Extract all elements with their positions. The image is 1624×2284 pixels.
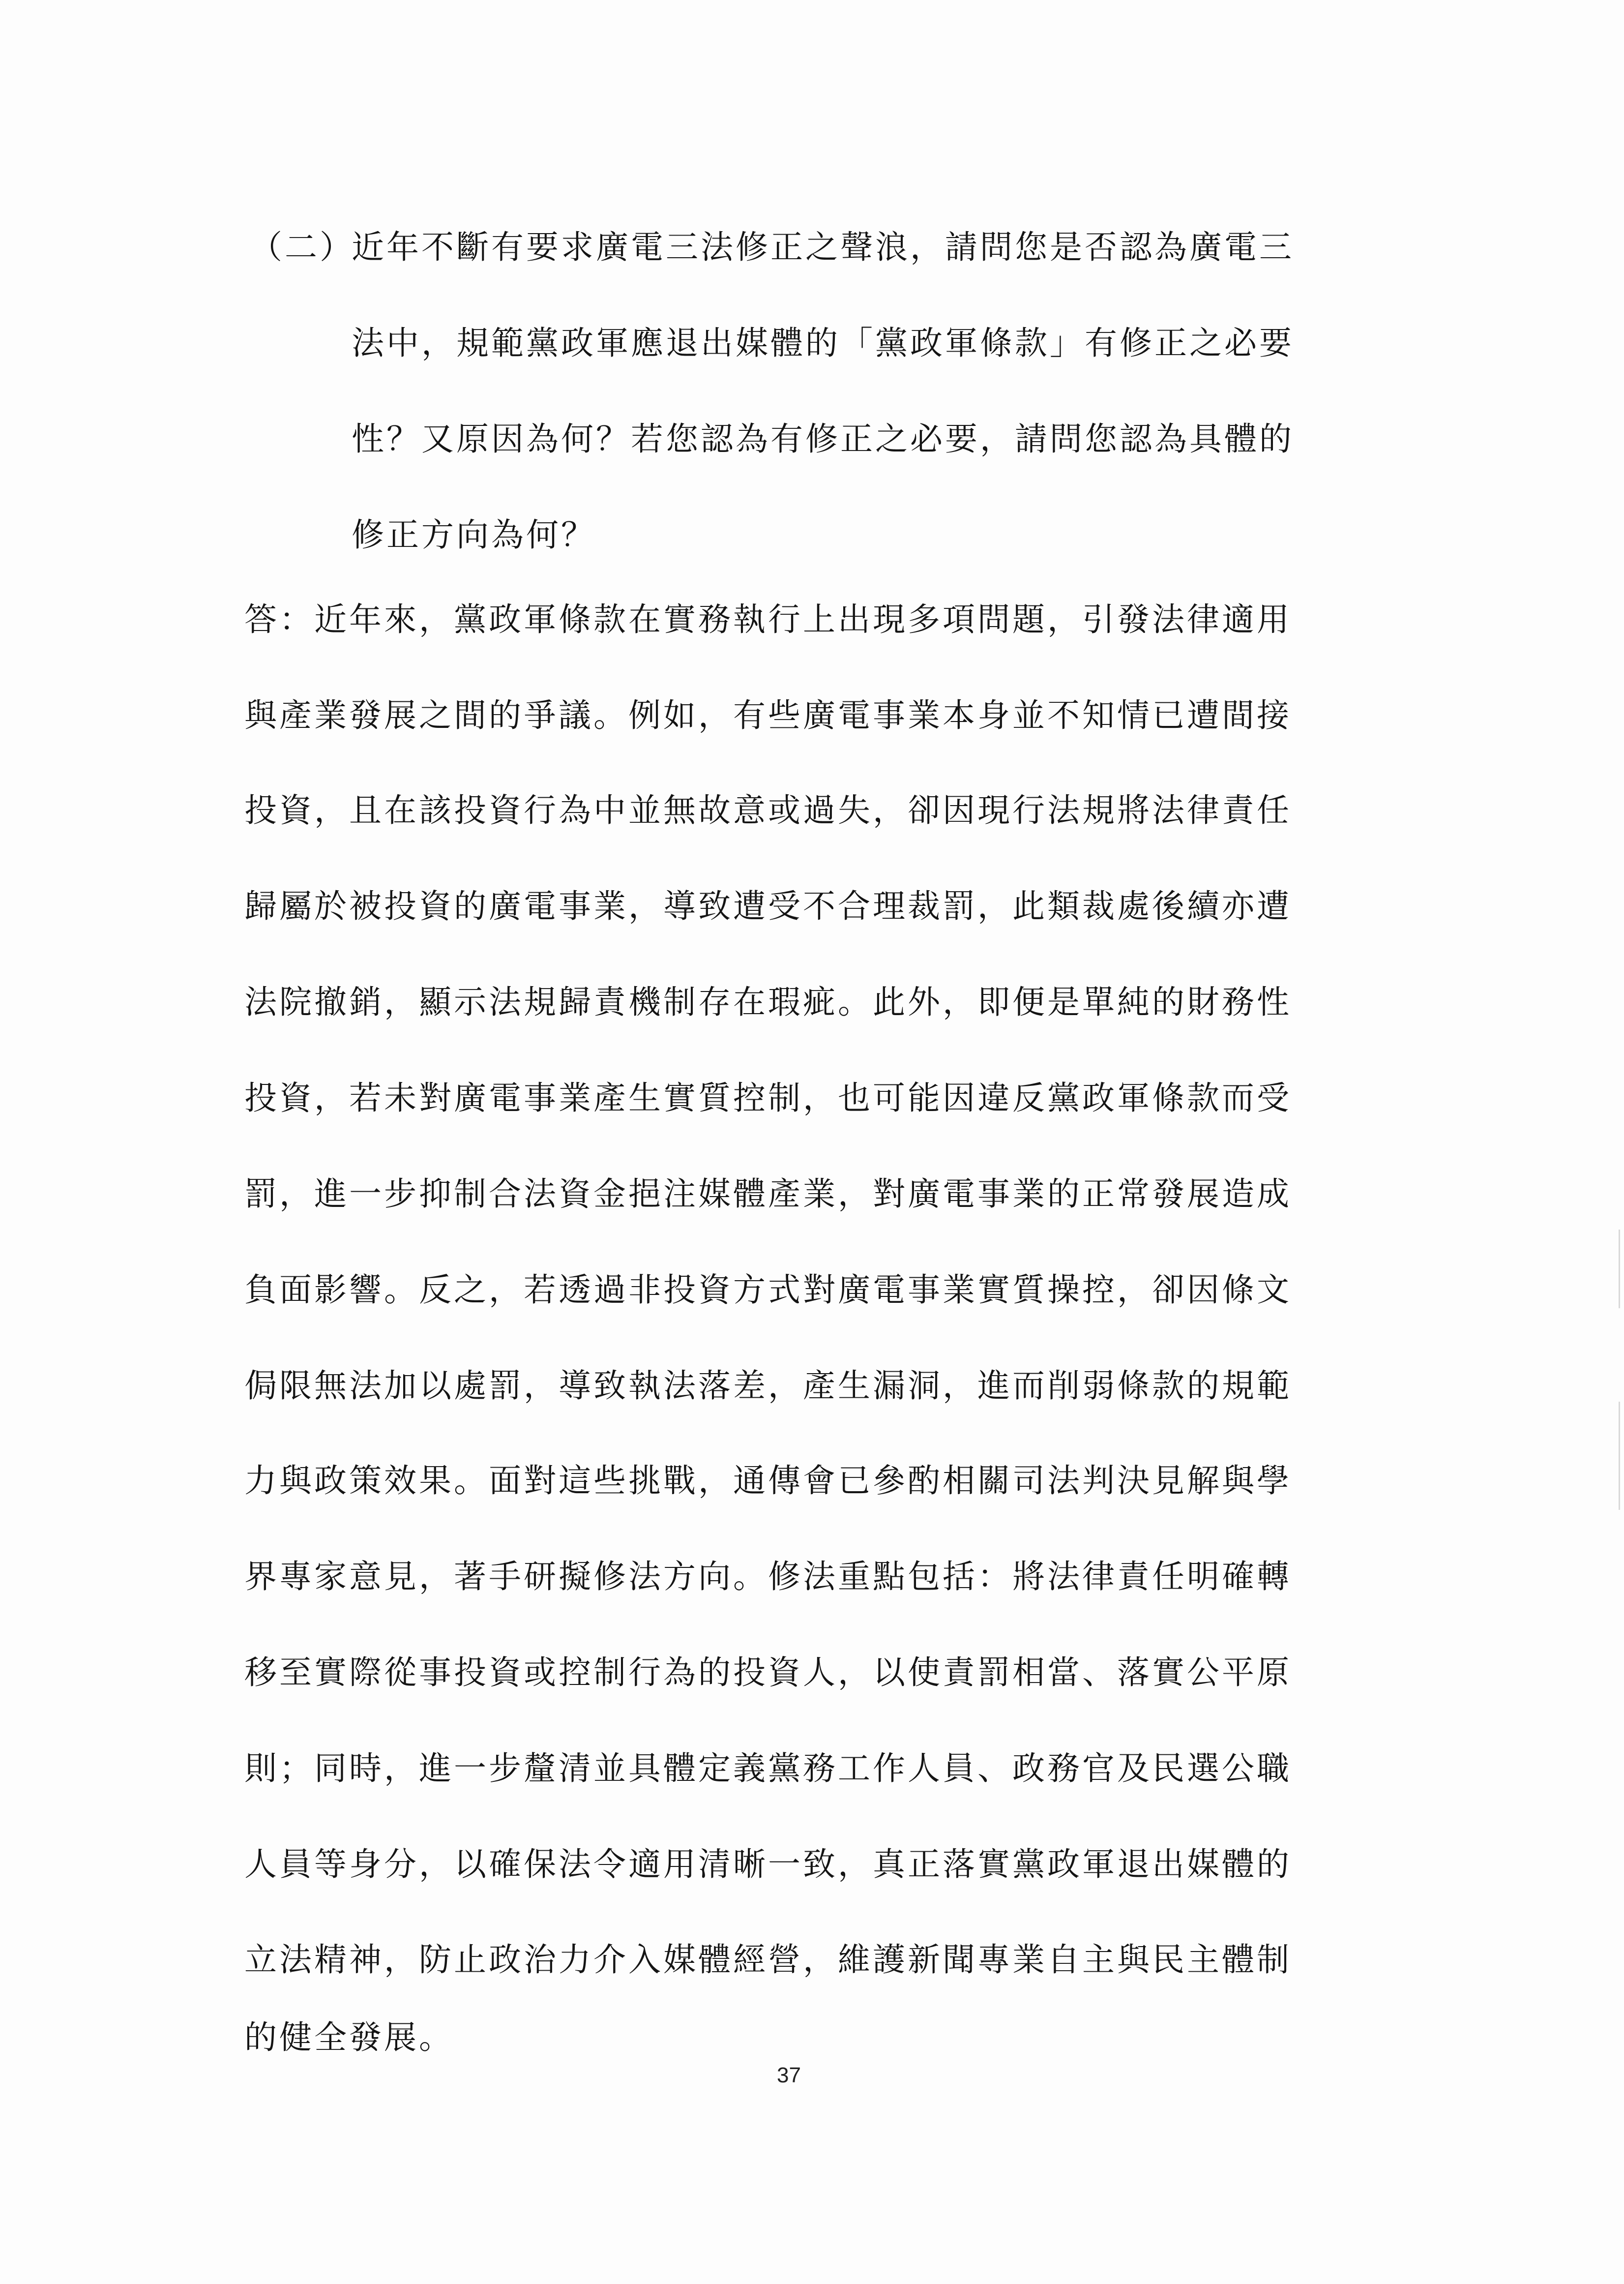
answer-line: 立法精神，防止政治力介入媒體經營，維護新聞專業自主與民主體制 (244, 1941, 1292, 1979)
page-number: 37 (777, 2063, 801, 2087)
answer-line: 法院撤銷，顯示法規歸責機制存在瑕疵。此外，即便是單純的財務性 (244, 983, 1292, 1021)
answer-line: 歸屬於被投資的廣電事業，導致遭受不合理裁罰，此類裁處後續亦遭 (244, 887, 1292, 925)
answer-line: 移至實際從事投資或控制行為的投資人，以使責罰相當、落實公平原 (244, 1653, 1292, 1691)
question-line: 修正方向為何？ (352, 516, 596, 554)
answer-line: 侷限無法加以處罰，導致執法落差，產生漏洞，進而削弱條款的規範 (244, 1367, 1292, 1405)
scan-edge-mark (1619, 1230, 1620, 1308)
question-line: 法中，規範黨政軍應退出媒體的「黨政軍條款」有修正之必要 (352, 324, 1294, 362)
question-label: （二） (250, 228, 354, 266)
answer-line: 答：近年來，黨政軍條款在實務執行上出現多項問題，引發法律適用 (244, 601, 1292, 638)
answer-line: 罰，進一步抑制合法資金挹注媒體產業，對廣電事業的正常發展造成 (244, 1175, 1292, 1213)
answer-line: 力與政策效果。面對這些挑戰，通傳會已參酌相關司法判決見解與學 (244, 1462, 1292, 1500)
question-line: 性？又原因為何？若您認為有修正之必要，請問您認為具體的 (352, 420, 1294, 458)
answer-line: 投資，若未對廣電事業產生實質控制，也可能因違反黨政軍條款而受 (244, 1079, 1292, 1117)
answer-line: 投資，且在該投資行為中並無故意或過失，卻因現行法規將法律責任 (244, 791, 1292, 829)
answer-line: 負面影響。反之，若透過非投資方式對廣電事業實質操控，卻因條文 (244, 1271, 1292, 1309)
answer-line: 則；同時，進一步釐清並具體定義黨務工作人員、政務官及民選公職 (244, 1749, 1292, 1787)
question-line: 近年不斷有要求廣電三法修正之聲浪，請問您是否認為廣電三 (352, 228, 1294, 266)
answer-line: 的健全發展。 (244, 2018, 454, 2056)
answer-line: 人員等身分，以確保法令適用清晰一致，真正落實黨政軍退出媒體的 (244, 1845, 1292, 1883)
answer-line: 與產業發展之間的爭議。例如，有些廣電事業本身並不知情已遭間接 (244, 696, 1292, 734)
answer-line: 界專家意見，著手研擬修法方向。修法重點包括：將法律責任明確轉 (244, 1558, 1292, 1595)
scan-edge-mark (1619, 1402, 1620, 1510)
